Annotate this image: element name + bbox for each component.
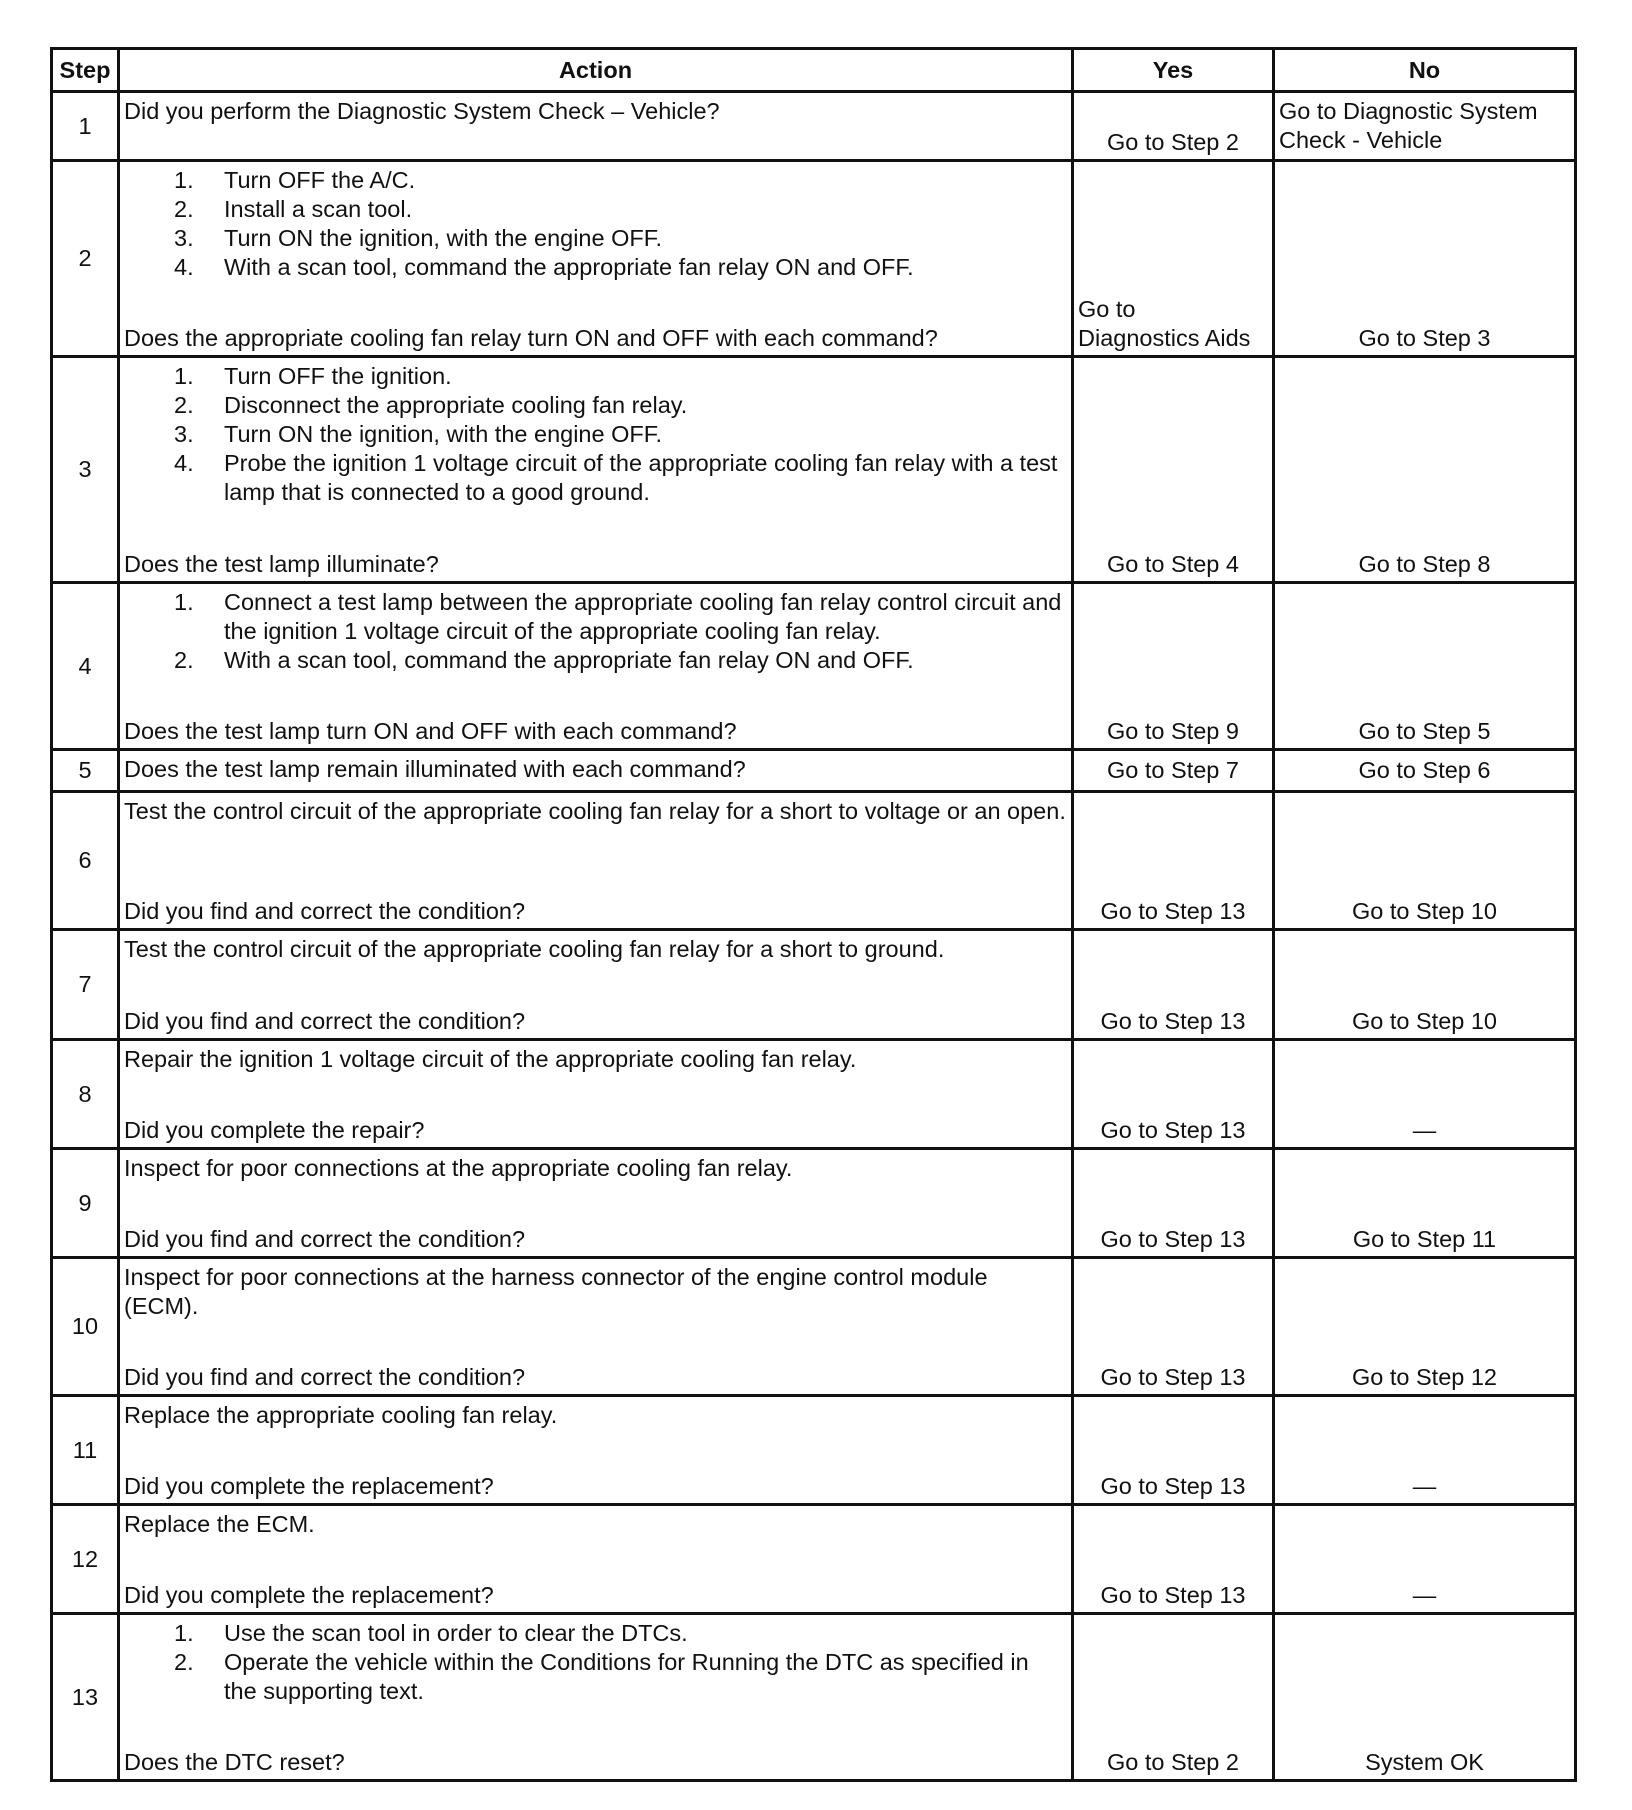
instruction-text: Repair the ignition 1 voltage circuit of the appropriate cooling fan relay. — [124, 1046, 857, 1072]
table-row — [52, 357, 1576, 583]
no-answer: Go to Step 8 — [1358, 551, 1491, 577]
no-cell — [1274, 1149, 1576, 1258]
step-number: 4 — [52, 583, 119, 750]
yes-answer: Go to Step 13 — [1100, 1364, 1246, 1390]
table-row — [52, 92, 1576, 161]
action-cell — [119, 1040, 1073, 1149]
step-number: 12 — [52, 1505, 119, 1614]
no-cell — [1274, 161, 1576, 357]
yes-cell — [1073, 1505, 1274, 1614]
header-yes: Yes — [1073, 49, 1274, 92]
table-row — [52, 750, 1576, 792]
step-number: 1 — [52, 92, 119, 161]
action-cell — [119, 161, 1073, 357]
no-cell — [1274, 1614, 1576, 1781]
no-answer: Go to Step 10 — [1351, 898, 1498, 924]
question-text: Did you find and correct the condition? — [124, 1008, 526, 1034]
yes-answer: Go to Step 13 — [1100, 1117, 1246, 1143]
yes-cell — [1073, 1396, 1274, 1505]
action-cell — [119, 1505, 1073, 1614]
table-row — [52, 1040, 1576, 1149]
yes-cell — [1073, 930, 1274, 1040]
question-text: Did you find and correct the condition? — [124, 898, 526, 924]
yes-answer: Go to Step 2 — [1107, 1749, 1239, 1775]
no-answer: System OK — [1365, 1749, 1484, 1775]
instruction-list — [124, 1619, 1067, 1706]
action-cell — [119, 1614, 1073, 1781]
yes-answer: Go to Diagnostics Aids — [1078, 296, 1251, 351]
step-number: 13 — [52, 1614, 119, 1781]
header-action: Action — [119, 49, 1073, 92]
table-header-row — [52, 49, 1576, 92]
table-row — [52, 1396, 1576, 1505]
table-row — [52, 1614, 1576, 1781]
no-answer-line: Check - Vehicle — [1279, 127, 1443, 153]
action-cell — [119, 583, 1073, 750]
no-cell — [1274, 583, 1576, 750]
table-row — [52, 1149, 1576, 1258]
yes-cell — [1073, 1258, 1274, 1396]
yes-cell — [1073, 792, 1274, 930]
action-cell — [119, 1258, 1073, 1396]
question-text: Does the test lamp illuminate? — [124, 551, 439, 577]
list-item: 1. Connect a test lamp between the appropriate cooling fan relay control circuit and the ignition 1 voltage circuit of the appropriate cooling fan relay. — [174, 589, 1062, 644]
yes-answer: Go to Step 9 — [1107, 718, 1239, 744]
table-row — [52, 792, 1576, 930]
yes-cell — [1073, 357, 1274, 583]
step-number: 2 — [52, 161, 119, 357]
step-number: 7 — [52, 930, 119, 1040]
list-item: 2. Install a scan tool. — [174, 196, 413, 222]
question-text: Does the test lamp turn ON and OFF with each command? — [124, 718, 737, 744]
instruction-text: Inspect for poor connections at the harness connector of the engine control module (ECM). — [124, 1264, 988, 1319]
question-text: Did you perform the Diagnostic System Check – Vehicle? — [124, 98, 720, 124]
question-text: Did you complete the repair? — [124, 1117, 425, 1143]
no-answer: Go to Step 6 — [1358, 757, 1491, 783]
list-item: 3. Turn ON the ignition, with the engine OFF. — [174, 225, 663, 251]
yes-cell — [1073, 1040, 1274, 1149]
header-step: Step — [52, 49, 119, 92]
instruction-text: Replace the ECM. — [124, 1511, 315, 1537]
no-answer: — — [1412, 1117, 1437, 1143]
step-number: 6 — [52, 792, 119, 930]
action-cell — [119, 1149, 1073, 1258]
yes-answer: Go to Step 13 — [1100, 1008, 1246, 1034]
no-cell — [1274, 930, 1576, 1040]
no-answer: Go to Step 11 — [1352, 1226, 1497, 1252]
question-text: Did you complete the replacement? — [124, 1582, 494, 1608]
question-text: Does the test lamp remain illuminated with each command? — [124, 756, 746, 782]
no-answer — [1279, 97, 1574, 155]
instruction-list — [124, 362, 1067, 507]
no-cell — [1274, 1040, 1576, 1149]
no-answer: — — [1412, 1473, 1437, 1499]
question-text: Does the appropriate cooling fan relay turn ON and OFF with each command? — [124, 325, 938, 351]
action-cell — [119, 930, 1073, 1040]
list-item: 2. Disconnect the appropriate cooling fan relay. — [174, 392, 688, 418]
yes-cell — [1073, 92, 1274, 161]
table-row — [52, 583, 1576, 750]
yes-answer: Go to Step 13 — [1100, 1582, 1246, 1608]
no-answer: Go to Step 10 — [1351, 1008, 1498, 1034]
instruction-text: Test the control circuit of the appropriate cooling fan relay for a short to ground. — [124, 936, 945, 962]
instruction-text: Test the control circuit of the appropriate cooling fan relay for a short to voltage or an open. — [124, 798, 1066, 824]
action-cell — [119, 792, 1073, 930]
action-cell — [119, 92, 1073, 161]
yes-answer: Go to Step 7 — [1107, 757, 1239, 783]
list-item: 2. Operate the vehicle within the Conditions for Running the DTC as specified in the supporting text. — [174, 1649, 1029, 1704]
list-item: 3. Turn ON the ignition, with the engine OFF. — [174, 421, 663, 447]
no-answer: — — [1412, 1582, 1437, 1608]
no-answer-line: Go to Diagnostic System — [1279, 98, 1538, 124]
table-row — [52, 161, 1576, 357]
yes-answer: Go to Step 4 — [1107, 551, 1239, 577]
table-row — [52, 1258, 1576, 1396]
no-cell — [1274, 1505, 1576, 1614]
yes-answer: Go to Step 13 — [1100, 1226, 1246, 1252]
step-number: 5 — [52, 750, 119, 792]
step-number: 10 — [52, 1258, 119, 1396]
no-cell — [1274, 750, 1576, 792]
instruction-text: Inspect for poor connections at the appropriate cooling fan relay. — [124, 1155, 793, 1181]
question-text: Did you find and correct the condition? — [124, 1364, 526, 1390]
list-item: 4. With a scan tool, command the appropriate fan relay ON and OFF. — [174, 254, 914, 280]
table-row — [52, 1505, 1576, 1614]
yes-answer: Go to Step 13 — [1100, 1473, 1246, 1499]
action-cell — [119, 1396, 1073, 1505]
no-answer: Go to Step 3 — [1358, 325, 1491, 351]
table-row — [52, 930, 1576, 1040]
yes-cell — [1073, 1149, 1274, 1258]
step-number: 11 — [52, 1396, 119, 1505]
instruction-list — [124, 588, 1067, 675]
yes-cell — [1073, 750, 1274, 792]
no-cell — [1274, 92, 1576, 161]
action-cell — [119, 357, 1073, 583]
no-cell — [1274, 1258, 1576, 1396]
no-cell — [1274, 1396, 1576, 1505]
step-number: 8 — [52, 1040, 119, 1149]
step-number: 3 — [52, 357, 119, 583]
no-answer: Go to Step 5 — [1358, 718, 1491, 744]
no-cell — [1274, 357, 1576, 583]
question-text: Did you find and correct the condition? — [124, 1226, 526, 1252]
header-no: No — [1274, 49, 1576, 92]
yes-cell — [1073, 1614, 1274, 1781]
question-text: Did you complete the replacement? — [124, 1473, 494, 1499]
yes-cell — [1073, 583, 1274, 750]
step-number: 9 — [52, 1149, 119, 1258]
no-answer: Go to Step 12 — [1351, 1364, 1498, 1390]
action-cell — [119, 750, 1073, 792]
list-item: 1. Use the scan tool in order to clear the DTCs. — [174, 1620, 688, 1646]
question-text: Does the DTC reset? — [124, 1749, 345, 1775]
list-item: 1. Turn OFF the A/C. — [174, 167, 416, 193]
instruction-text: Replace the appropriate cooling fan relay. — [124, 1402, 558, 1428]
list-item: 2. With a scan tool, command the appropriate fan relay ON and OFF. — [174, 647, 914, 673]
yes-answer: Go to Step 13 — [1100, 898, 1246, 924]
yes-cell — [1073, 161, 1274, 357]
list-item: 1. Turn OFF the ignition. — [174, 363, 452, 389]
instruction-list — [124, 166, 1067, 282]
no-cell — [1274, 792, 1576, 930]
list-item: 4. Probe the ignition 1 voltage circuit of the appropriate cooling fan relay with a test lamp that is connected to a good ground. — [174, 450, 1058, 505]
diagnostic-table — [50, 47, 1577, 1782]
yes-answer: Go to Step 2 — [1107, 129, 1239, 155]
